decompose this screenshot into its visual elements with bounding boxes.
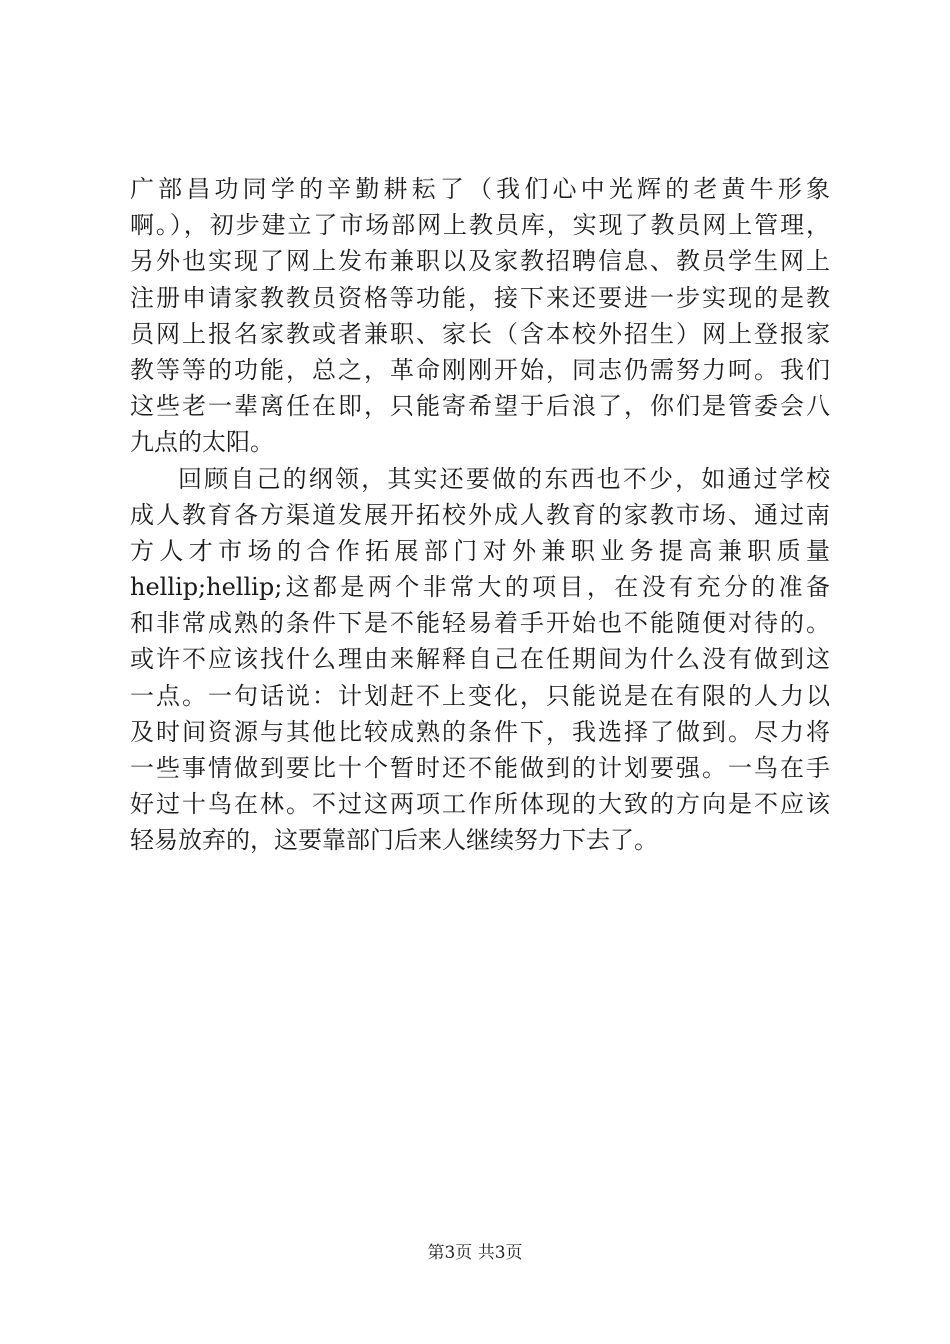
text-line: 这些老一辈离任在即，只能寄希望于后浪了，你们是管委会八: [130, 392, 830, 421]
text-line: 啊。），初步建立了市场部网上教员库，实现了教员网上管理，: [130, 211, 830, 240]
paragraph-2: [130, 461, 830, 859]
text-line: 教等等的功能，总之，革命刚刚开始，同志仍需努力呵。我们: [130, 355, 830, 384]
text-line: 方人才市场的合作拓展部门对外兼职业务提高兼职质量: [130, 536, 830, 565]
text-line: 另外也实现了网上发布兼职以及家教招聘信息、教员学生网上: [130, 247, 830, 276]
page-number-footer: 第3页 共3页: [427, 1243, 523, 1263]
text-line: 一些事情做到要比十个暂时还不能做到的计划要强。一鸟在手: [130, 754, 830, 782]
paragraph-1: [130, 171, 830, 461]
text-line: 一点。一句话说：计划赶不上变化，只能说是在有限的人力以: [130, 681, 830, 710]
body-text: [130, 171, 830, 859]
text-line: 注册申请家教教员资格等功能，接下来还要进一步实现的是教: [130, 283, 830, 312]
text-line: 员网上报名家教或者兼职、家长（含本校外招生）网上登报家: [130, 319, 830, 348]
text-line: 九点的太阳。: [130, 428, 274, 457]
text-line: hellip;hellip;这都是两个非常大的项目，在没有充分的准备: [130, 573, 830, 602]
text-line: 成人教育各方渠道发展开拓校外成人教育的家教市场、通过南: [130, 500, 830, 529]
text-line: 轻易放弃的，这要靠部门后来人继续努力下去了。: [130, 826, 658, 855]
text-line: 及时间资源与其他比较成熟的条件下，我选择了做到。尽力将: [130, 717, 830, 746]
text-line: 广部昌功同学的辛勤耕耘了（我们心中光辉的老黄牛形象: [130, 175, 830, 203]
text-line: 回顾自己的纲领，其实还要做的东西也不少，如通过学校: [178, 464, 830, 493]
text-line: 和非常成熟的条件下是不能轻易着手开始也不能随便对待的。: [130, 609, 830, 638]
text-line: 或许不应该找什么理由来解释自己在任期间为什么没有做到这: [130, 645, 830, 674]
text-line: 好过十鸟在林。不过这两项工作所体现的大致的方向是不应该: [130, 790, 830, 819]
